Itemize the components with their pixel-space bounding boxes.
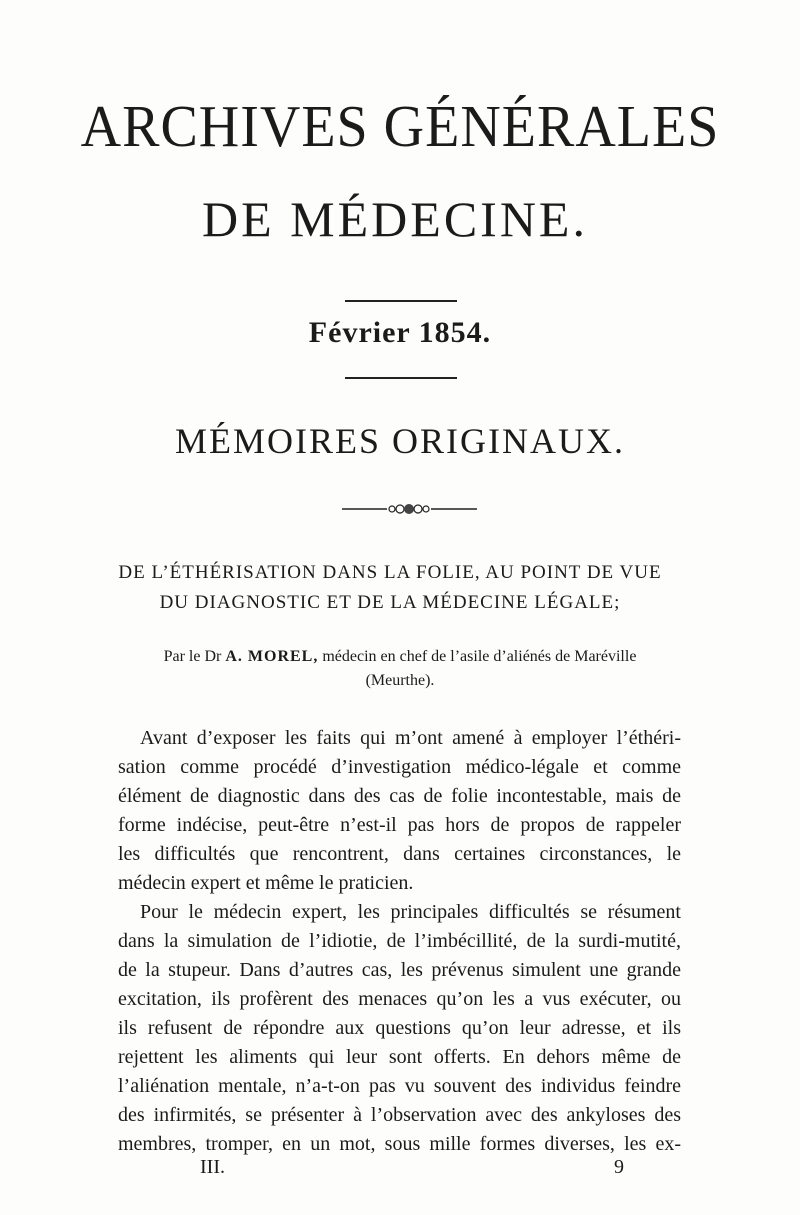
page-footer — [0, 1156, 800, 1180]
page-number: 9 — [614, 1156, 624, 1178]
divider-rule-bottom — [345, 377, 457, 379]
body-text-line: Avant d’exposer les faits qui m’ont amené à employer l’éthéri- — [140, 727, 681, 749]
body-text-line: médecin expert et même le praticien. — [118, 872, 414, 894]
body-text-line: sation comme procédé d’investigation médico-légale et comme — [118, 756, 681, 778]
section-heading: MÉMOIRES ORIGINAUX. — [175, 421, 625, 461]
journal-subtitle: DE MÉDECINE. — [202, 191, 588, 247]
body-text-line: Pour le médecin expert, les principales difficultés se résument — [140, 901, 681, 923]
author-affiliation: médecin en chef de l’asile d’aliénés de Maréville — [322, 648, 637, 665]
body-text-line: élément de diagnostic dans des cas de folie incontestable, mais de — [118, 785, 681, 807]
signature-mark: III. — [200, 1156, 225, 1178]
body-text-line: les difficultés que rencontrent, dans certaines circonstances, le — [118, 843, 681, 865]
body-text-line: dans la simulation de l’idiotie, de l’imbécillité, de la surdi-mutité, — [118, 930, 681, 952]
body-text-line: l’aliénation mentale, n’a-t-on pas vu souvent des individus feindre — [118, 1075, 681, 1097]
article-title-line: DE L’ÉTHÉRISATION DANS LA FOLIE, AU POINT DE VUE — [118, 562, 662, 583]
author-name: A. MOREL, — [225, 648, 319, 665]
ornament-divider-icon — [342, 499, 477, 519]
divider-rule-top — [345, 300, 457, 302]
journal-title: ARCHIVES GÉNÉRALES — [80, 94, 720, 160]
body-text-line: de la stupeur. Dans d’autres cas, les prévenus simulent une grande — [118, 959, 681, 981]
body-text-line: rejettent les aliments qui leur sont offerts. En dehors même de — [118, 1046, 681, 1068]
article-title-line: DU DIAGNOSTIC ET DE LA MÉDECINE LÉGALE; — [159, 592, 621, 613]
issue-date: Février 1854. — [308, 316, 492, 349]
body-text-line: membres, tromper, en un mot, sous mille formes diverses, les ex- — [118, 1133, 681, 1155]
byline-prefix: Par le Dr — [163, 648, 222, 665]
body-text-line: forme indécise, peut-être n’est-il pas hors de propos de rappeler — [118, 814, 681, 836]
body-text-line: des infirmités, se présenter à l’observation avec des ankyloses des — [118, 1104, 681, 1126]
body-text-line: ils refusent de répondre aux questions qu’on leur adresse, et ils — [118, 1017, 681, 1039]
author-location: (Meurthe). — [365, 672, 435, 689]
body-text-line: excitation, ils profèrent des menaces qu’on les a vus exécuter, ou — [118, 988, 681, 1010]
byline — [0, 648, 800, 666]
